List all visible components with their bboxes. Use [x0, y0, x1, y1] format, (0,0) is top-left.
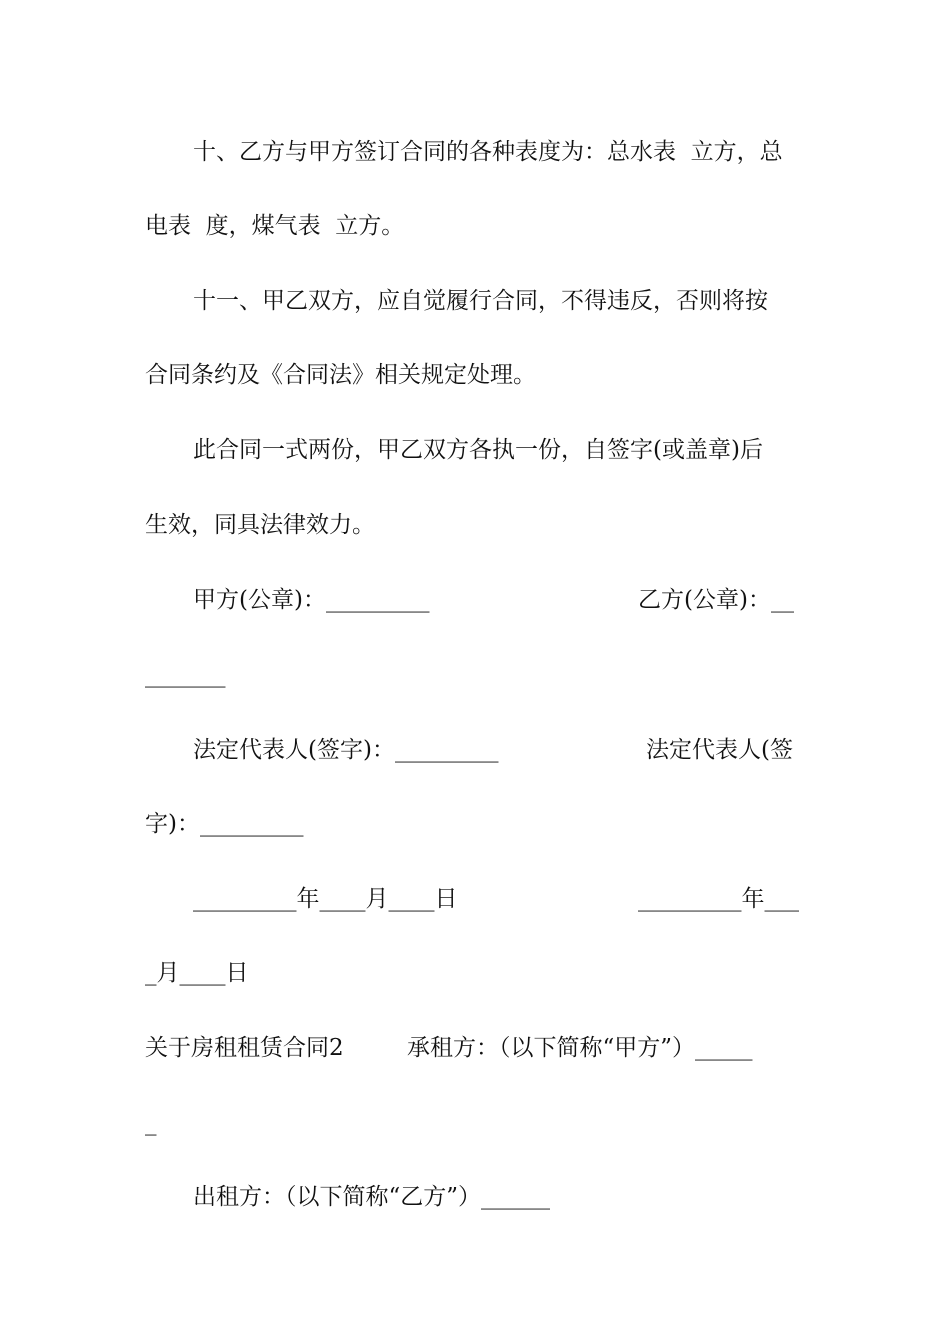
- clause-10-line-1: 十、乙方与甲方签订合同的各种表度为：总水表 立方，总: [193, 139, 783, 165]
- party-b-seal-field-cont: _______: [145, 662, 226, 688]
- lessee-field-cont: _: [145, 1110, 157, 1136]
- party-a-date-field: _________年____月____日: [193, 886, 458, 912]
- party-b-date-field-cont: _月____日: [145, 960, 249, 986]
- party-a-representative-field: 法定代表人(签字)：_________: [193, 737, 499, 763]
- party-b-date-field: _________年___: [638, 886, 799, 912]
- party-b-representative-field: 法定代表人(签: [646, 737, 793, 763]
- clause-10-line-2: 电表 度，煤气表 立方。: [145, 213, 405, 239]
- clause-11-line-1: 十一、甲乙双方，应自觉履行合同，不得违反，否则将按: [193, 288, 768, 314]
- lessee-field: 承租方：（以下简称“甲方”）_____: [407, 1035, 753, 1061]
- party-b-representative-field-cont: 字)：_________: [145, 811, 304, 837]
- party-b-seal-field: 乙方(公章)：__: [638, 587, 794, 613]
- party-a-seal-field: 甲方(公章)：_________: [193, 587, 430, 613]
- copies-clause-line-1: 此合同一式两份，甲乙双方各执一份，自签字(或盖章)后: [193, 437, 763, 463]
- clause-11-line-2: 合同条约及《合同法》相关规定处理。: [145, 362, 536, 388]
- contract-2-title: 关于房租租赁合同2: [145, 1035, 344, 1061]
- copies-clause-line-2: 生效，同具法律效力。: [145, 512, 375, 538]
- lessor-field: 出租方：（以下简称“乙方”）______: [193, 1184, 551, 1210]
